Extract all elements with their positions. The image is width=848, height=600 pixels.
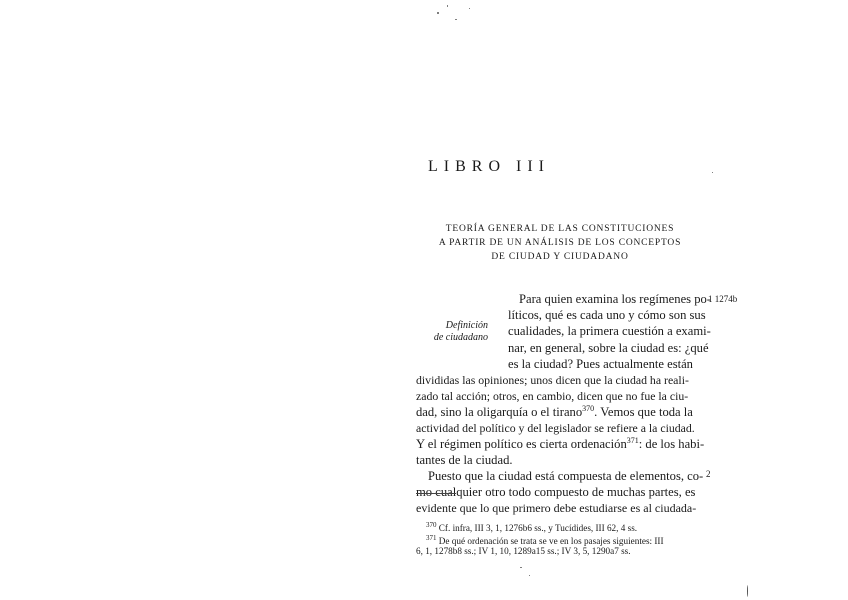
book-title: LIBRO III [428, 158, 550, 175]
line-reference: 1 1274b [708, 294, 738, 304]
scan-speck [469, 8, 470, 9]
body-line: nar, en general, sobre la ciudad es: ¿qué [508, 341, 709, 355]
scan-speck [437, 12, 439, 14]
body-line: líticos, qué es cada uno y cómo son sus [508, 308, 706, 322]
scan-speck [529, 575, 530, 576]
footnote-rule [416, 493, 456, 494]
footnote-number: 371 [426, 534, 437, 542]
scan-speck [747, 585, 748, 597]
scan-speck [455, 19, 457, 20]
subtitle-line-1: TEORÍA GENERAL DE LAS CONSTITUCIONES [445, 224, 675, 234]
subtitle-line-3: DE CIUDAD Y CIUDADANO [491, 252, 629, 262]
subtitle-line-2: A PARTIR DE UN ANÁLISIS DE LOS CONCEPTOS [438, 238, 682, 248]
body-text: : de los habi- [638, 437, 705, 451]
footnote-number: 370 [426, 521, 437, 529]
footnote-371-continued: 6, 1, 1278b8 ss.; IV 1, 10, 1289a15 ss.; IV 3, 5, 1290a7 ss. [416, 546, 631, 556]
body-line: es la ciudad? Pues actualmente están [508, 357, 693, 371]
body-line: actividad del político y del legislador se refiere a la ciudad. [416, 421, 695, 435]
line-reference-2: 2 [706, 469, 711, 479]
footnote-text: Cf. infra, III 3, 1, 1276b6 ss., y Tucídides, III 62, 4 ss. [438, 523, 638, 534]
footnote-ref-371: 371 [626, 435, 639, 445]
margin-note-line-1: Definición [445, 320, 488, 331]
scan-speck [520, 567, 522, 568]
body-text: . Vemos que toda la [594, 405, 693, 419]
body-line: cualidades, la primera cuestión a exami- [508, 324, 711, 338]
body-line: tantes de la ciudad. [416, 453, 513, 467]
body-line-with-note-371 [416, 436, 708, 452]
body-line: evidente que lo que primero debe estudiarse es al ciudada- [416, 501, 697, 515]
margin-note-line-2: de ciudadano [433, 332, 488, 343]
footnote-text: De qué ordenación se trata se ve en los pasajes siguientes: III [438, 536, 664, 547]
body-line: zado tal acción; otros, en cambio, dicen que no fue la ciu- [416, 389, 689, 403]
scan-speck [712, 172, 713, 173]
footnote-ref-370: 370 [582, 403, 595, 413]
body-text: Y el régimen político es cierta ordenación [416, 437, 627, 451]
body-line: Puesto que la ciudad está compuesta de elementos, co- [428, 469, 704, 483]
body-line-with-note-370 [416, 404, 708, 420]
body-text: dad, sino la oligarquía o el tirano [416, 405, 583, 419]
body-line: Para quien examina los regímenes po- [519, 292, 711, 306]
body-line: mo cualquier otro todo compuesto de muchas partes, es [416, 485, 696, 499]
body-line: divididas las opiniones; unos dicen que la ciudad ha reali- [416, 373, 689, 387]
scan-speck [447, 5, 448, 7]
